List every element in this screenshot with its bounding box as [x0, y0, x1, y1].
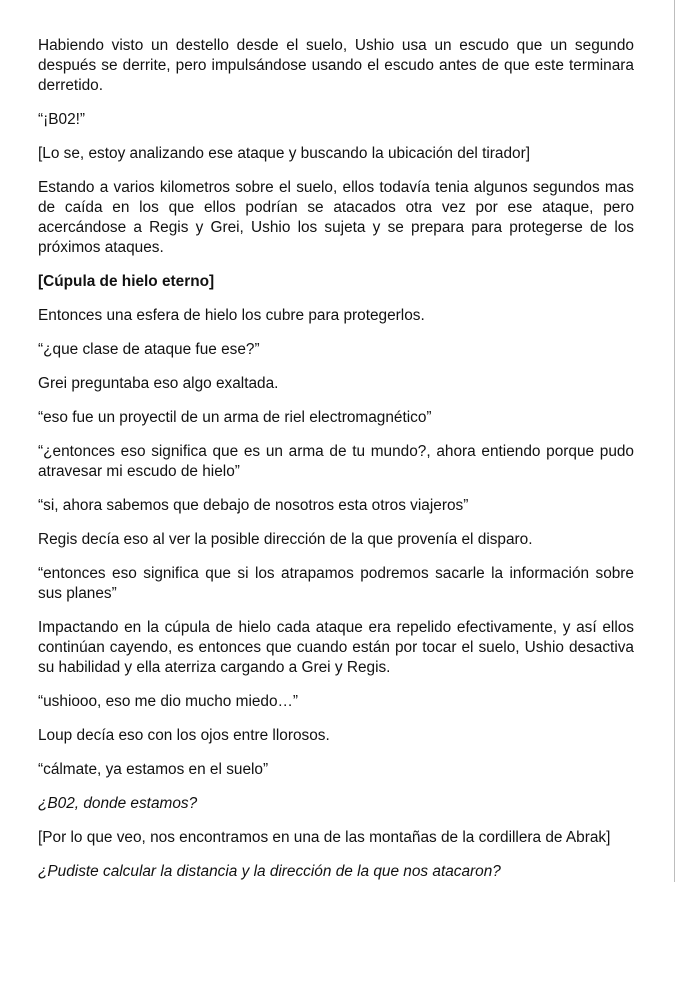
paragraph-14: Impactando en la cúpula de hielo cada ataque era repelido efectivamente, y así ellos continúan cayendo, es entonces que cuando están por tocar el suelo, Ushio desactiva su habilidad y ella aterriza cargando a Grei y Regis.: [38, 619, 634, 676]
paragraph-17: “cálmate, ya estamos en el suelo”: [38, 761, 269, 778]
paragraph-19: [Por lo que veo, nos encontramos en una de las montañas de la cordillera de Abrak]: [38, 829, 611, 846]
paragraph-4: Estando a varios kilometros sobre el suelo, ellos todavía tenia algunos segundos mas de caída en los que ellos podrían se atacados otra vez por ese ataque, pero acercándose a Regis y Grei, Ushio los sujeta y se prepara para protegerse de los próximos ataques.: [38, 179, 634, 256]
paragraph-13: “entonces eso significa que si los atrapamos podremos sacarle la información sobre sus planes”: [38, 565, 634, 602]
paragraph-1: Habiendo visto un destello desde el suelo, Ushio usa un escudo que un segundo después se derrite, pero impulsándose usando el escudo antes de que este terminara derretido.: [38, 37, 634, 94]
paragraph-11: “si, ahora sabemos que debajo de nosotros esta otros viajeros”: [38, 497, 469, 514]
paragraph-7: “¿que clase de ataque fue ese?”: [38, 341, 260, 358]
paragraph-9: “eso fue un proyectil de un arma de riel electromagnético”: [38, 409, 432, 426]
paragraph-5-heading: [Cúpula de hielo eterno]: [38, 273, 215, 290]
paragraph-20-italic: ¿Pudiste calcular la distancia y la dirección de la que nos atacaron?: [38, 863, 501, 880]
paragraph-15: “ushiooo, eso me dio mucho miedo…”: [38, 693, 299, 710]
paragraph-8: Grei preguntaba eso algo exaltada.: [38, 375, 279, 392]
paragraph-18-italic: ¿B02, donde estamos?: [38, 795, 198, 812]
page-edge-divider: [674, 0, 675, 882]
paragraph-6: Entonces una esfera de hielo los cubre para protegerlos.: [38, 307, 425, 324]
paragraph-10: “¿entonces eso significa que es un arma de tu mundo?, ahora entiendo porque pudo atravesar mi escudo de hielo”: [38, 443, 634, 480]
paragraph-16: Loup decía eso con los ojos entre llorosos.: [38, 727, 330, 744]
paragraph-2: “¡B02!”: [38, 111, 86, 128]
paragraph-3: [Lo se, estoy analizando ese ataque y buscando la ubicación del tirador]: [38, 145, 530, 162]
paragraph-12: Regis decía eso al ver la posible dirección de la que provenía el disparo.: [38, 531, 533, 548]
document-body: [38, 36, 634, 896]
